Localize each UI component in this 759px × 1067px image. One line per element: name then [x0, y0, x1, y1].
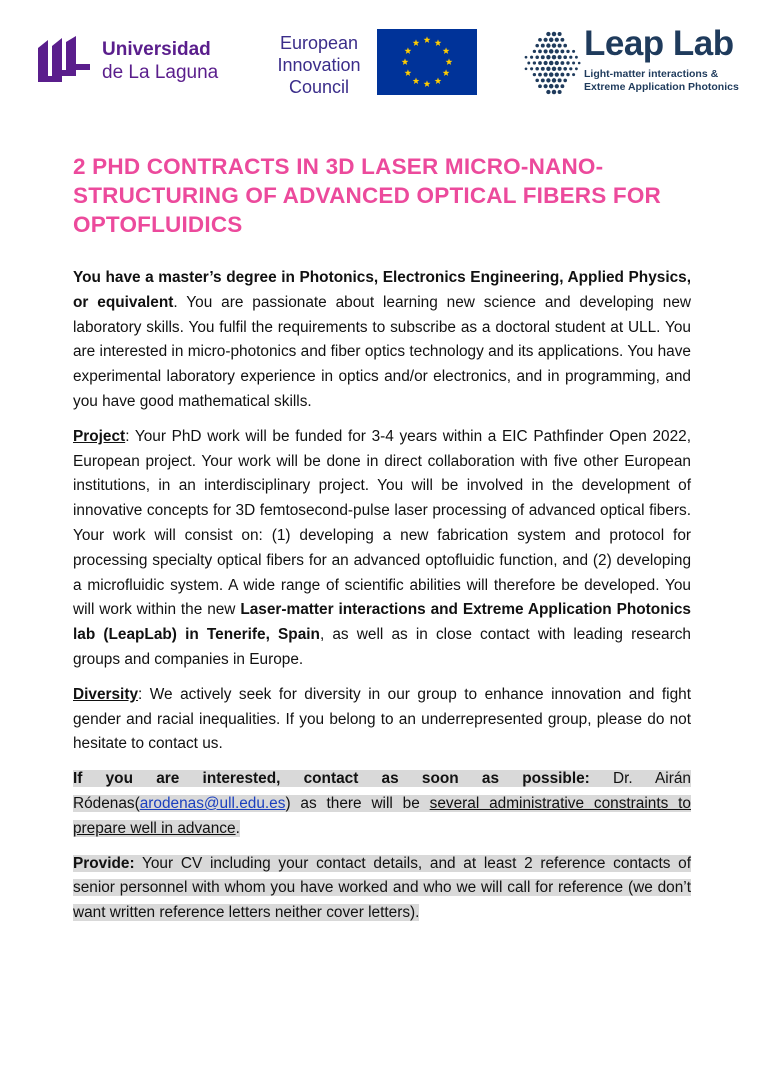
title-line-3: OPTOFLUIDICS: [73, 212, 243, 237]
leaplab-dot: [555, 72, 559, 76]
leaplab-dot: [558, 90, 562, 94]
contact-email-link[interactable]: arodenas@ull.edu.es: [139, 794, 286, 812]
leaplab-dot: [527, 62, 530, 65]
provide-text: Your CV including your contact details, and at least 2 reference contacts of senior personnel with whom you have worked and who we will call for reference (we don’t want written reference letters neither cover letters).: [73, 854, 691, 922]
eic-line-3: Council: [288, 77, 350, 97]
project-text-2: , as well as in close contact with leading research groups and companies in Europe.: [73, 626, 691, 668]
project-text-1: : Your PhD work will be funded for 3-4 years within a EIC Pathfinder Open 2022, European project. Your work will be done in direct collaboration with five other European institutions, in an interdisciplinary project. You will be involved in the development of innovative concepts for 3D femtosecond-pulse laser processing of advanced optical fibers. Your work will consist on: (1) developing a new fabrication system and protocol for processing specialty optical fibers for an advanced optofluidic function, and (2) developing a microfluidic system. A wide range of scientific abilities will therefore be developed. You will work within the new: [73, 427, 691, 619]
leaplab-dot: [563, 67, 567, 71]
leaplab-dot: [558, 67, 562, 71]
leaplab-dot: [560, 38, 564, 42]
page-header: [0, 24, 759, 104]
leaplab-dot: [530, 67, 533, 70]
leaplab-dot: [546, 55, 550, 59]
leaplab-dot: [555, 49, 559, 53]
leaplab-dot: [563, 55, 567, 59]
leaplab-dot: [541, 67, 545, 71]
leaplab-dot: [552, 78, 556, 82]
leaplab-title: Leap Lab: [584, 24, 734, 63]
leaplab-dot: [549, 38, 554, 43]
leaplab-dot: [541, 78, 545, 82]
eic-line-1: European: [279, 33, 359, 53]
leaplab-dot: [533, 73, 536, 76]
leaplab-dot: [549, 72, 554, 77]
leaplab-dot: [558, 55, 562, 59]
leaplab-dot: [558, 32, 562, 36]
leaplab-dot: [546, 32, 550, 36]
leaplab-dot: [538, 84, 542, 88]
leaplab-dot: [555, 38, 559, 42]
leaplab-dot: [552, 67, 556, 71]
leaplab-dot: [544, 38, 548, 42]
provide-label: Provide:: [73, 854, 135, 872]
leaplab-dot: [549, 49, 554, 54]
title-line-1: 2 PHD CONTRACTS IN 3D LASER MICRO-NANO-: [73, 154, 604, 179]
leaplab-dot: [572, 73, 575, 76]
leaplab-subtitle: [584, 68, 739, 94]
leaplab-dot: [549, 84, 554, 89]
leaplab-dot: [563, 44, 567, 48]
leaplab-dot: [549, 61, 554, 66]
leaplab-dot: [538, 38, 542, 42]
paragraph-requirements: [73, 266, 691, 415]
leaplab-dot: [538, 61, 542, 65]
leaplab-dot: [572, 50, 575, 53]
diversity-text: : We actively seek for diversity in our group to enhance innovation and fight gender and racial inequalities. If you belong to an underrepresented group, please do not hesitate to contact us.: [73, 685, 691, 753]
leaplab-dot: [538, 73, 542, 77]
leaplab-dot: [544, 73, 548, 77]
leaplab-dot: [541, 55, 545, 59]
contact-bold: If you are interested, contact as soon as possible:: [73, 770, 590, 788]
leaplab-sub-2: Extreme Application Photonics: [584, 81, 739, 93]
leaplab-dot: [525, 67, 528, 70]
leaplab-dot: [575, 56, 578, 59]
contact-mid: as there will be: [290, 794, 430, 812]
contact-open-paren: (: [134, 794, 140, 812]
leaplab-dot: [546, 43, 550, 47]
leaplab-dot: [533, 61, 536, 64]
leaplab-dot: [572, 61, 575, 64]
leaplab-dot: [575, 67, 578, 70]
leaplab-dot: [552, 32, 556, 36]
leaplab-dot: [535, 79, 539, 83]
document-title: [73, 152, 693, 239]
leaplab-dot: [535, 55, 539, 59]
paragraph-project: [73, 425, 691, 673]
leaplab-dot: [546, 78, 550, 82]
leaplab-dot: [535, 67, 539, 71]
leaplab-dot: [566, 61, 569, 64]
leaplab-dot: [535, 44, 539, 48]
leaplab-dot: [569, 67, 572, 70]
leaplab-dot: [552, 43, 556, 47]
leaplab-dot: [555, 84, 559, 88]
title-line-2: STRUCTURING OF ADVANCED OPTICAL FIBERS FOR: [73, 183, 661, 208]
leaplab-dot: [525, 56, 528, 59]
diversity-label: Diversity: [73, 685, 139, 703]
eic-logo-text: [266, 32, 372, 98]
leaplab-dot: [541, 44, 545, 48]
contact-name: Dr. Airán Ródenas: [73, 770, 691, 812]
project-label: Project: [73, 427, 126, 445]
ull-line-2: de La Laguna: [102, 62, 219, 83]
leaplab-dot: [544, 49, 548, 53]
leaplab-dot: [566, 73, 569, 76]
leaplab-sub-1: Light-matter interactions &: [584, 68, 719, 80]
leaplab-dot: [558, 78, 562, 82]
contact-close-paren: ): [285, 794, 291, 812]
leaplab-dots-icon: [522, 30, 582, 96]
leaplab-dot: [546, 90, 550, 94]
leaplab-dot: [530, 56, 533, 59]
leaplab-dot: [552, 55, 556, 59]
requirements-text: . You are passionate about learning new science and developing new laboratory skills. You fulfil the requirements to subscribe as a doctoral student at ULL. You are interested in micro-photonics and fiber optics technology and its applications. You have experimental laboratory experience in optics and/or electronics, and in programming, and you have good mathematical skills.: [73, 293, 691, 410]
leaplab-logo: [522, 24, 739, 98]
leaplab-dot: [538, 50, 542, 54]
leaplab-dot: [546, 67, 550, 71]
paragraph-provide: [73, 852, 691, 926]
leaplab-dot: [560, 84, 564, 88]
leaplab-dot: [555, 61, 559, 65]
eic-line-2: Innovation: [277, 55, 361, 75]
document-body: [73, 266, 691, 936]
contact-end: .: [235, 819, 240, 837]
project-lab-name: Laser-matter interactions and Extreme Application Photonics lab (LeapLab) in Tenerife, Spain: [73, 601, 691, 644]
leaplab-dot: [560, 49, 564, 53]
ull-logo-icon: [36, 36, 92, 82]
leaplab-dot: [533, 50, 536, 53]
paragraph-contact: [73, 767, 691, 841]
leaplab-dot: [569, 56, 572, 59]
leaplab-dot: [544, 84, 548, 88]
requirements-bold: You have a master’s degree in Photonics, Electronics Engineering, Applied Physics, or equivalent: [73, 269, 691, 311]
leaplab-dot: [563, 79, 567, 83]
ull-line-1: Universidad: [102, 39, 211, 60]
contact-constraints: several administrative constraints to prepare well in advance: [73, 794, 691, 837]
eu-flag-icon: [377, 29, 477, 95]
leaplab-dot: [560, 61, 564, 65]
leaplab-dot: [560, 73, 564, 77]
paragraph-diversity: [73, 683, 691, 757]
ull-wordmark: [102, 38, 218, 84]
leaplab-dot: [544, 61, 548, 65]
leaplab-dot: [578, 62, 581, 65]
leaplab-dot: [558, 44, 562, 48]
leaplab-dot: [552, 90, 556, 94]
leaplab-dot: [566, 50, 569, 53]
